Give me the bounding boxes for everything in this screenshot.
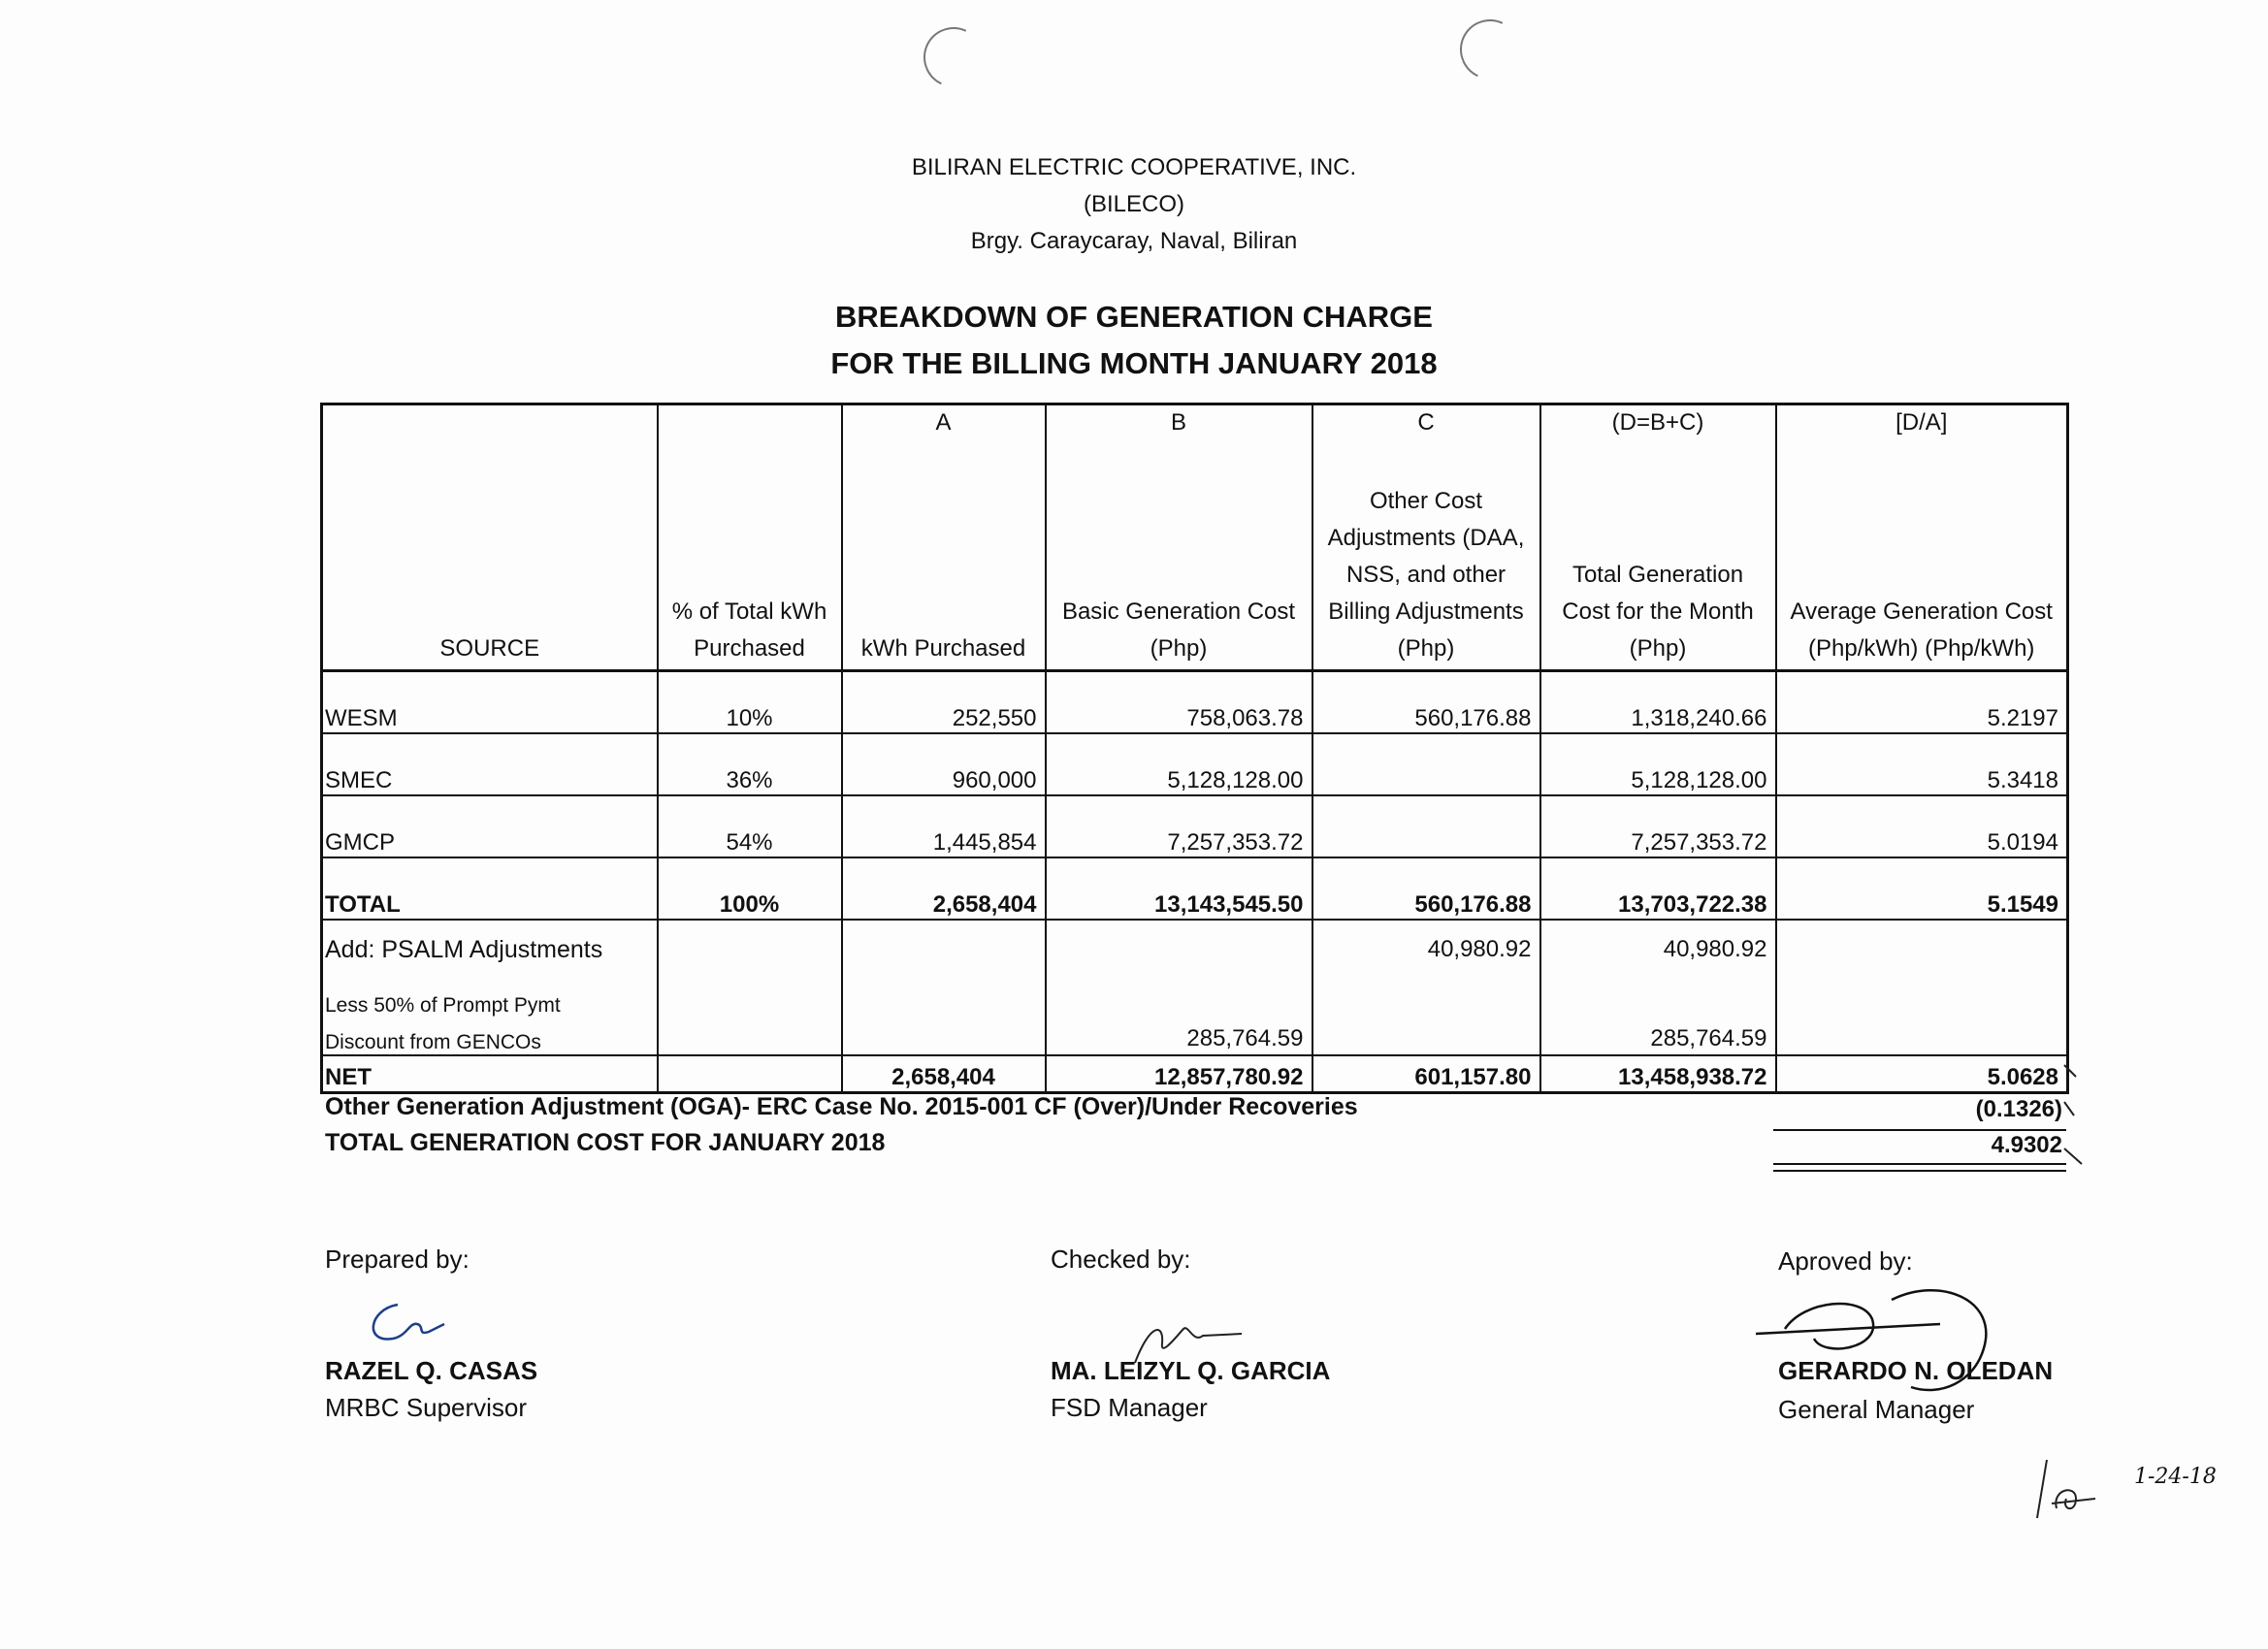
- table-row: GMCP 54% 1,445,854 7,257,353.72 7,257,353.72 5.0194: [322, 795, 2068, 857]
- discount-label-line1: Less 50% of Prompt Pymt: [325, 994, 561, 1017]
- column-header-total-cost: (D=B+C) Total Generation Cost for the Month (Php): [1540, 404, 1776, 671]
- table-header-row: [322, 404, 2068, 671]
- total-row: TOTAL 100% 2,658,404 13,143,545.50 560,176.88 13,703,722.38 5.1549: [322, 857, 2068, 920]
- psalm-adjustment-label: Add: PSALM Adjustments: [325, 936, 603, 963]
- underline: [1773, 1129, 2066, 1131]
- approved-by-position: General Manager: [1778, 1395, 1975, 1424]
- column-header-percent: % of Total kWh Purchased: [658, 404, 842, 671]
- discount-basic-value: 285,764.59: [1186, 1025, 1304, 1051]
- table-row: SMEC 36% 960,000 5,128,128.00 5,128,128.00 5.3418: [322, 733, 2068, 795]
- document-title: BREAKDOWN OF GENERATION CHARGE: [835, 300, 1433, 334]
- table-row: WESM 10% 252,550 758,063.78 560,176.88 1,318,240.66 5.2197: [322, 671, 2068, 734]
- discount-label-line2: Discount from GENCOs: [325, 1031, 541, 1053]
- org-abbr: (BILECO): [1083, 191, 1184, 217]
- prepared-by-label: Prepared by:: [325, 1245, 470, 1274]
- psalm-total-value: 40,980.92: [1663, 936, 1767, 962]
- column-header-other-cost: C Other Cost Adjustments (DAA, NSS, and other Billing Adjustments (Php): [1312, 404, 1540, 671]
- prepared-by-name: RAZEL Q. CASAS: [325, 1356, 538, 1385]
- approved-by-name: GERARDO N. OLEDAN: [1778, 1356, 2054, 1385]
- punch-hole-mark: [915, 18, 991, 95]
- prepared-by-position: MRBC Supervisor: [325, 1393, 528, 1422]
- handwritten-date: 1-24-18: [2134, 1465, 2217, 1489]
- generation-charge-table: [320, 403, 2069, 1094]
- signature-oledan: [1746, 1271, 1998, 1406]
- column-header-basic-cost: B Basic Generation Cost (Php): [1046, 404, 1312, 671]
- approved-by-label: Aproved by:: [1778, 1246, 1913, 1276]
- adjustments-row: [322, 920, 2068, 1055]
- org-address: Brgy. Caraycaray, Naval, Biliran: [970, 228, 1298, 254]
- punch-hole-mark: [1451, 11, 1528, 87]
- signature-casas: [359, 1295, 456, 1353]
- check-mark-icon: [2062, 1059, 2091, 1166]
- column-header-average-cost: [D/A] Average Generation Cost (Php/kWh) (Php/kWh): [1776, 404, 2068, 671]
- oga-value: (0.1326): [1975, 1096, 2062, 1122]
- checked-by-position: FSD Manager: [1051, 1393, 1208, 1422]
- net-row: NET 2,658,404 12,857,780.92 601,157.80 13,458,938.72 5.0628: [322, 1055, 2068, 1093]
- org-name: BILIRAN ELECTRIC COOPERATIVE, INC.: [911, 154, 1357, 180]
- document-subtitle: FOR THE BILLING MONTH JANUARY 2018: [830, 346, 1438, 380]
- column-header-kwh: A kWh Purchased: [842, 404, 1046, 671]
- checked-by-name: MA. LEIZYL Q. GARCIA: [1051, 1356, 1331, 1385]
- double-underline-top: [1773, 1163, 2066, 1165]
- discount-total-value: 285,764.59: [1650, 1025, 1767, 1051]
- oga-label: Other Generation Adjustment (OGA)- ERC Case No. 2015-001 CF (Over)/Under Recoveries: [325, 1093, 1358, 1120]
- double-underline-bottom: [1773, 1170, 2066, 1172]
- psalm-other-value: 40,980.92: [1427, 936, 1532, 962]
- grand-total-label: TOTAL GENERATION COST FOR JANUARY 2018: [325, 1129, 886, 1156]
- column-header-source: SOURCE: [322, 404, 658, 671]
- grand-total-value: 4.9302: [1991, 1132, 2062, 1158]
- handwritten-initials: [2023, 1450, 2110, 1528]
- checked-by-label: Checked by:: [1051, 1245, 1191, 1274]
